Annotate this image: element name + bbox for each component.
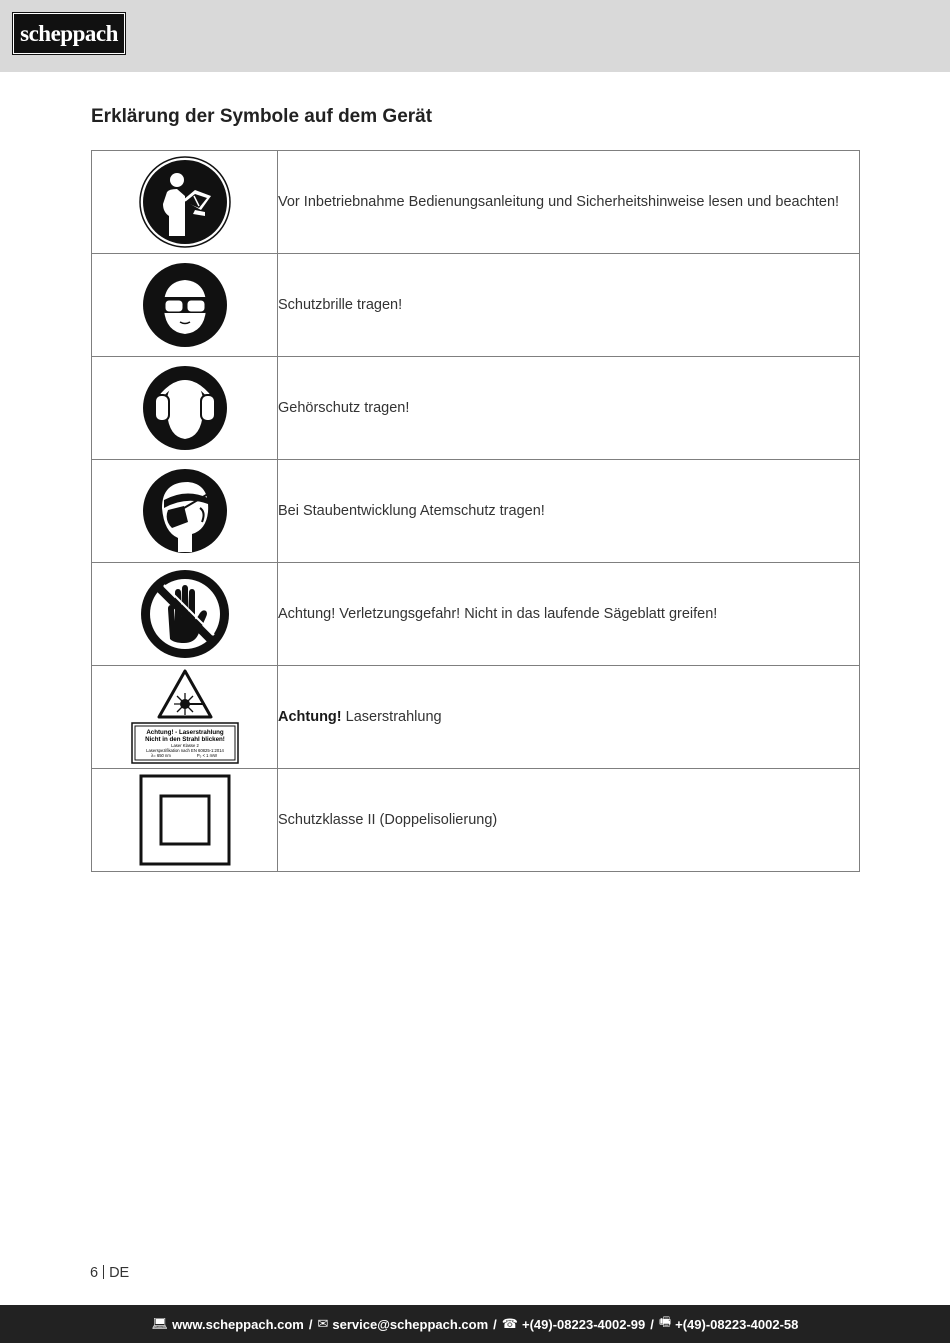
ear-protection-icon <box>142 365 228 451</box>
table-row <box>92 151 860 254</box>
laser-label-line1: Achtung! - Laserstrahlung <box>145 729 224 736</box>
page-title: Erklärung der Symbole auf dem Gerät <box>91 106 433 127</box>
page-number <box>90 1265 129 1281</box>
symbol-warning-bold: Achtung! <box>278 709 342 725</box>
symbol-warning-text: Laserstrahlung <box>341 709 442 725</box>
footer-phone: +(49)-08223-4002-99 <box>522 1316 646 1332</box>
laser-warning-icon <box>131 669 239 765</box>
safety-goggles-icon <box>142 262 228 348</box>
laser-label-wavelength: λ= 650 nm <box>150 753 171 758</box>
table-row <box>92 769 860 872</box>
footer-fax: +(49)-08223-4002-58 <box>675 1316 799 1332</box>
laser-label-line3: Laser Klasse 2 <box>170 743 199 748</box>
read-manual-icon <box>139 156 231 248</box>
laser-label-line2: Nicht in den Strahl blicken! <box>144 736 225 743</box>
symbol-description <box>278 666 860 769</box>
symbol-description: Bei Staubentwicklung Atemschutz tragen! <box>278 460 860 563</box>
symbol-description: Gehörschutz tragen! <box>278 357 860 460</box>
icon-cell <box>92 563 278 666</box>
table-row <box>92 460 860 563</box>
envelope-icon: ✉︎ <box>317 1316 329 1331</box>
footer-separator: / <box>650 1316 654 1332</box>
symbol-description: Schutzklasse II (Doppelisolierung) <box>278 769 860 872</box>
icon-cell <box>92 151 278 254</box>
footer-separator: / <box>493 1316 497 1332</box>
laser-label-power: P₀ < 1 mW <box>196 753 217 758</box>
page-number-value: 6 <box>90 1265 99 1281</box>
icon-cell <box>92 460 278 563</box>
symbol-description: Vor Inbetriebnahme Bedienungsanleitung und Sicherheitshinweise lesen und beachten! <box>278 151 860 254</box>
icon-cell <box>92 254 278 357</box>
table-row <box>92 666 860 769</box>
table-row <box>92 357 860 460</box>
protection-class-ii-icon <box>139 774 231 866</box>
table-row <box>92 254 860 357</box>
page-header <box>0 0 950 72</box>
table-row <box>92 563 860 666</box>
symbol-description: Achtung! Verletzungsgefahr! Nicht in das laufende Sägeblatt greifen! <box>278 563 860 666</box>
footer-website[interactable]: www.scheppach.com <box>172 1316 304 1332</box>
no-hand-icon <box>140 569 230 659</box>
dust-mask-icon <box>142 468 228 554</box>
computer-icon: 💻︎ <box>151 1316 169 1331</box>
footer-email[interactable]: service@scheppach.com <box>332 1316 489 1332</box>
page-number-divider <box>103 1265 104 1279</box>
icon-cell <box>92 769 278 872</box>
fax-icon: 🖷︎ <box>658 1314 672 1329</box>
symbol-description: Schutzbrille tragen! <box>278 254 860 357</box>
laser-label-line4: Laserspezifikation nach EN 60825-1:2014 <box>145 748 224 753</box>
page-footer <box>0 1305 950 1343</box>
phone-icon: ☎︎ <box>501 1316 518 1331</box>
icon-cell <box>92 357 278 460</box>
icon-cell <box>92 666 278 769</box>
symbols-table <box>91 150 860 872</box>
page-language: DE <box>109 1265 130 1281</box>
footer-separator: / <box>308 1316 313 1332</box>
scheppach-logo: scheppach <box>13 13 125 54</box>
